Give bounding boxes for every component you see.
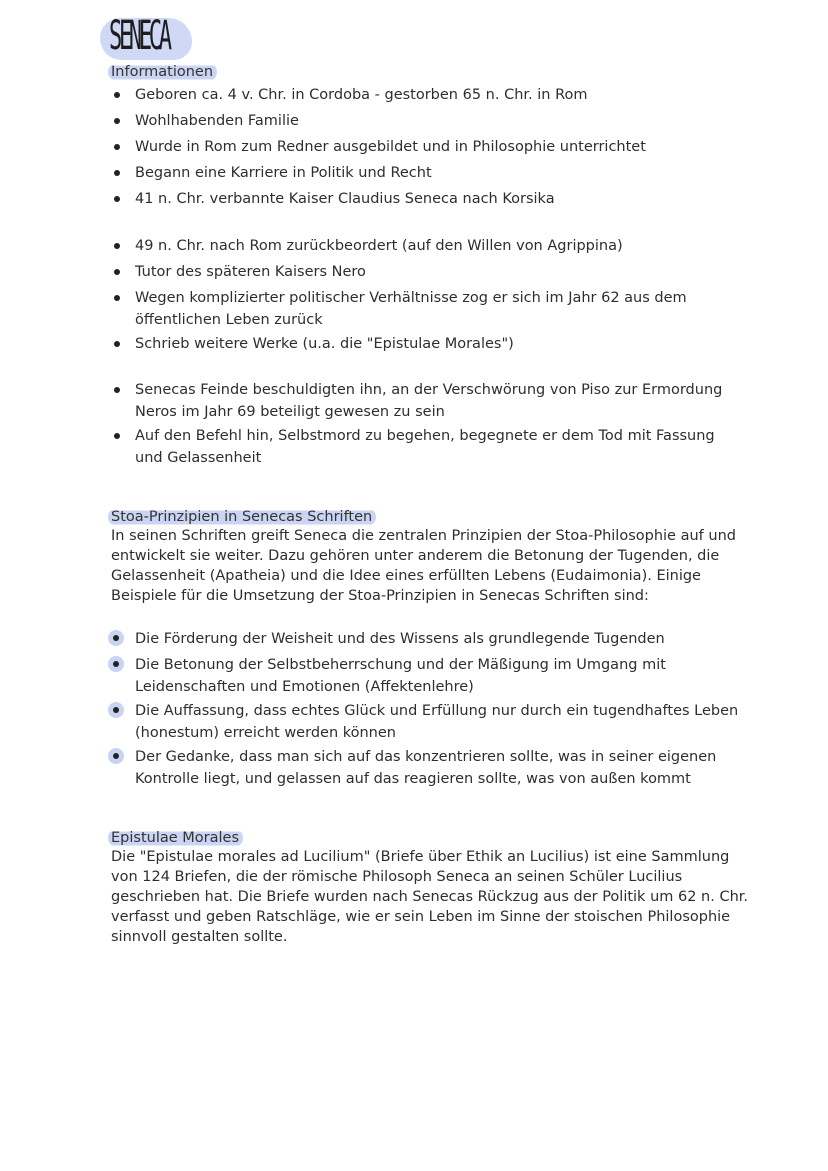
list-item-text: und Gelassenheit [135, 450, 262, 466]
list-item-text: (honestum) erreicht werden können [135, 725, 396, 741]
bullet-dot [114, 243, 120, 249]
list-item-text: Begann eine Karriere in Politik und Recht [135, 165, 432, 181]
list-item-text: Die Auffassung, dass echtes Glück und Erfüllung nur durch ein tugendhaftes Leben [135, 703, 739, 719]
list-item-text: Kontrolle liegt, und gelassen auf das reagieren sollte, was von außen kommt [135, 771, 691, 787]
bullet-dot [114, 170, 120, 176]
list-item-text: Die Förderung der Weisheit und des Wissens als grundlegende Tugenden [135, 631, 665, 647]
list-item [108, 333, 687, 355]
list-item [108, 110, 646, 132]
bullet-dot [113, 753, 119, 759]
heading-informationen: Informationen [108, 63, 217, 81]
paragraph-line: Gelassenheit (Apatheia) und die Idee eines erfüllten Lebens (Eudaimonia). Einige [111, 568, 701, 584]
info-list-3 [108, 379, 722, 469]
list-item-text: Die Betonung der Selbstbeherrschung und der Mäßigung im Umgang mit [135, 657, 666, 673]
stoa-list [108, 628, 738, 790]
list-item [108, 261, 687, 283]
list-item-text: Wegen komplizierter politischer Verhältnisse zog er sich im Jahr 62 aus dem [135, 290, 687, 306]
list-item [108, 84, 646, 106]
paragraph-line: geschrieben hat. Die Briefe wurden nach Senecas Rückzug aus der Politik um 62 n. Chr. [111, 889, 749, 905]
list-item-text: Leidenschaften und Emotionen (Affektenlehre) [135, 679, 474, 695]
bullet-dot [114, 196, 120, 202]
bullet-dot [114, 92, 120, 98]
bullet-dot [114, 433, 120, 439]
list-item-text: Tutor des späteren Kaisers Nero [135, 264, 366, 280]
list-item-text: Wohlhabenden Familie [135, 113, 299, 129]
list-item-text: Der Gedanke, dass man sich auf das konzentrieren sollte, was in seiner eigenen [135, 749, 717, 765]
info-list-2 [108, 235, 687, 355]
bullet-dot [114, 118, 120, 124]
info-list-1 [108, 84, 646, 210]
list-item [108, 287, 687, 331]
paragraph-line: verfasst und geben Ratschläge, wie er sein Leben im Sinne der stoischen Philosophie [111, 909, 731, 925]
heading-stoa-prinzipien: Stoa-Prinzipien in Senecas Schriften [108, 508, 376, 526]
heading-epistulae-morales: Epistulae Morales [108, 829, 243, 847]
stoa-paragraph [111, 526, 736, 606]
epistulae-paragraph [111, 847, 748, 947]
bullet-dot [113, 635, 119, 641]
bullet-dot [114, 387, 120, 393]
list-item [108, 379, 722, 423]
paragraph-line: Beispiele für die Umsetzung der Stoa-Prinzipien in Senecas Schriften sind: [111, 588, 649, 604]
page-title: SENECA [109, 13, 169, 59]
list-item [108, 628, 738, 650]
paragraph-line: Die "Epistulae morales ad Lucilium" (Briefe über Ethik an Lucilius) ist eine Sammlung [111, 849, 730, 865]
paragraph-line: von 124 Briefen, die der römische Philosoph Seneca an seinen Schüler Lucilius [111, 869, 683, 885]
list-item [108, 235, 687, 257]
list-item-text: Wurde in Rom zum Redner ausgebildet und in Philosophie unterrichtet [135, 139, 646, 155]
bullet-dot [114, 341, 120, 347]
list-item [108, 746, 738, 790]
bullet-dot [114, 295, 120, 301]
bullet-dot [113, 661, 119, 667]
list-item [108, 425, 722, 469]
list-item-text: Schrieb weitere Werke (u.a. die "Epistulae Morales") [135, 336, 514, 352]
list-item-text: öffentlichen Leben zurück [135, 312, 323, 328]
list-item-text: 41 n. Chr. verbannte Kaiser Claudius Seneca nach Korsika [135, 191, 555, 207]
list-item [108, 136, 646, 158]
list-item-text: 49 n. Chr. nach Rom zurückbeordert (auf den Willen von Agrippina) [135, 238, 623, 254]
paragraph-line: entwickelt sie weiter. Dazu gehören unter anderem die Betonung der Tugenden, die [111, 548, 720, 564]
list-item-text: Neros im Jahr 69 beteiligt gewesen zu sein [135, 404, 445, 420]
bullet-dot [114, 269, 120, 275]
list-item [108, 654, 738, 698]
bullet-dot [114, 144, 120, 150]
list-item [108, 700, 738, 744]
bullet-dot [113, 707, 119, 713]
list-item-text: Senecas Feinde beschuldigten ihn, an der Verschwörung von Piso zur Ermordung [135, 382, 723, 398]
list-item-text: Geboren ca. 4 v. Chr. in Cordoba - gestorben 65 n. Chr. in Rom [135, 87, 588, 103]
list-item-text: Auf den Befehl hin, Selbstmord zu begehen, begegnete er dem Tod mit Fassung [135, 428, 715, 444]
paragraph-line: In seinen Schriften greift Seneca die zentralen Prinzipien der Stoa-Philosophie auf und [111, 528, 736, 544]
title-block [100, 10, 200, 60]
list-item [108, 188, 646, 210]
paragraph-line: sinnvoll gestalten sollte. [111, 929, 288, 945]
list-item [108, 162, 646, 184]
